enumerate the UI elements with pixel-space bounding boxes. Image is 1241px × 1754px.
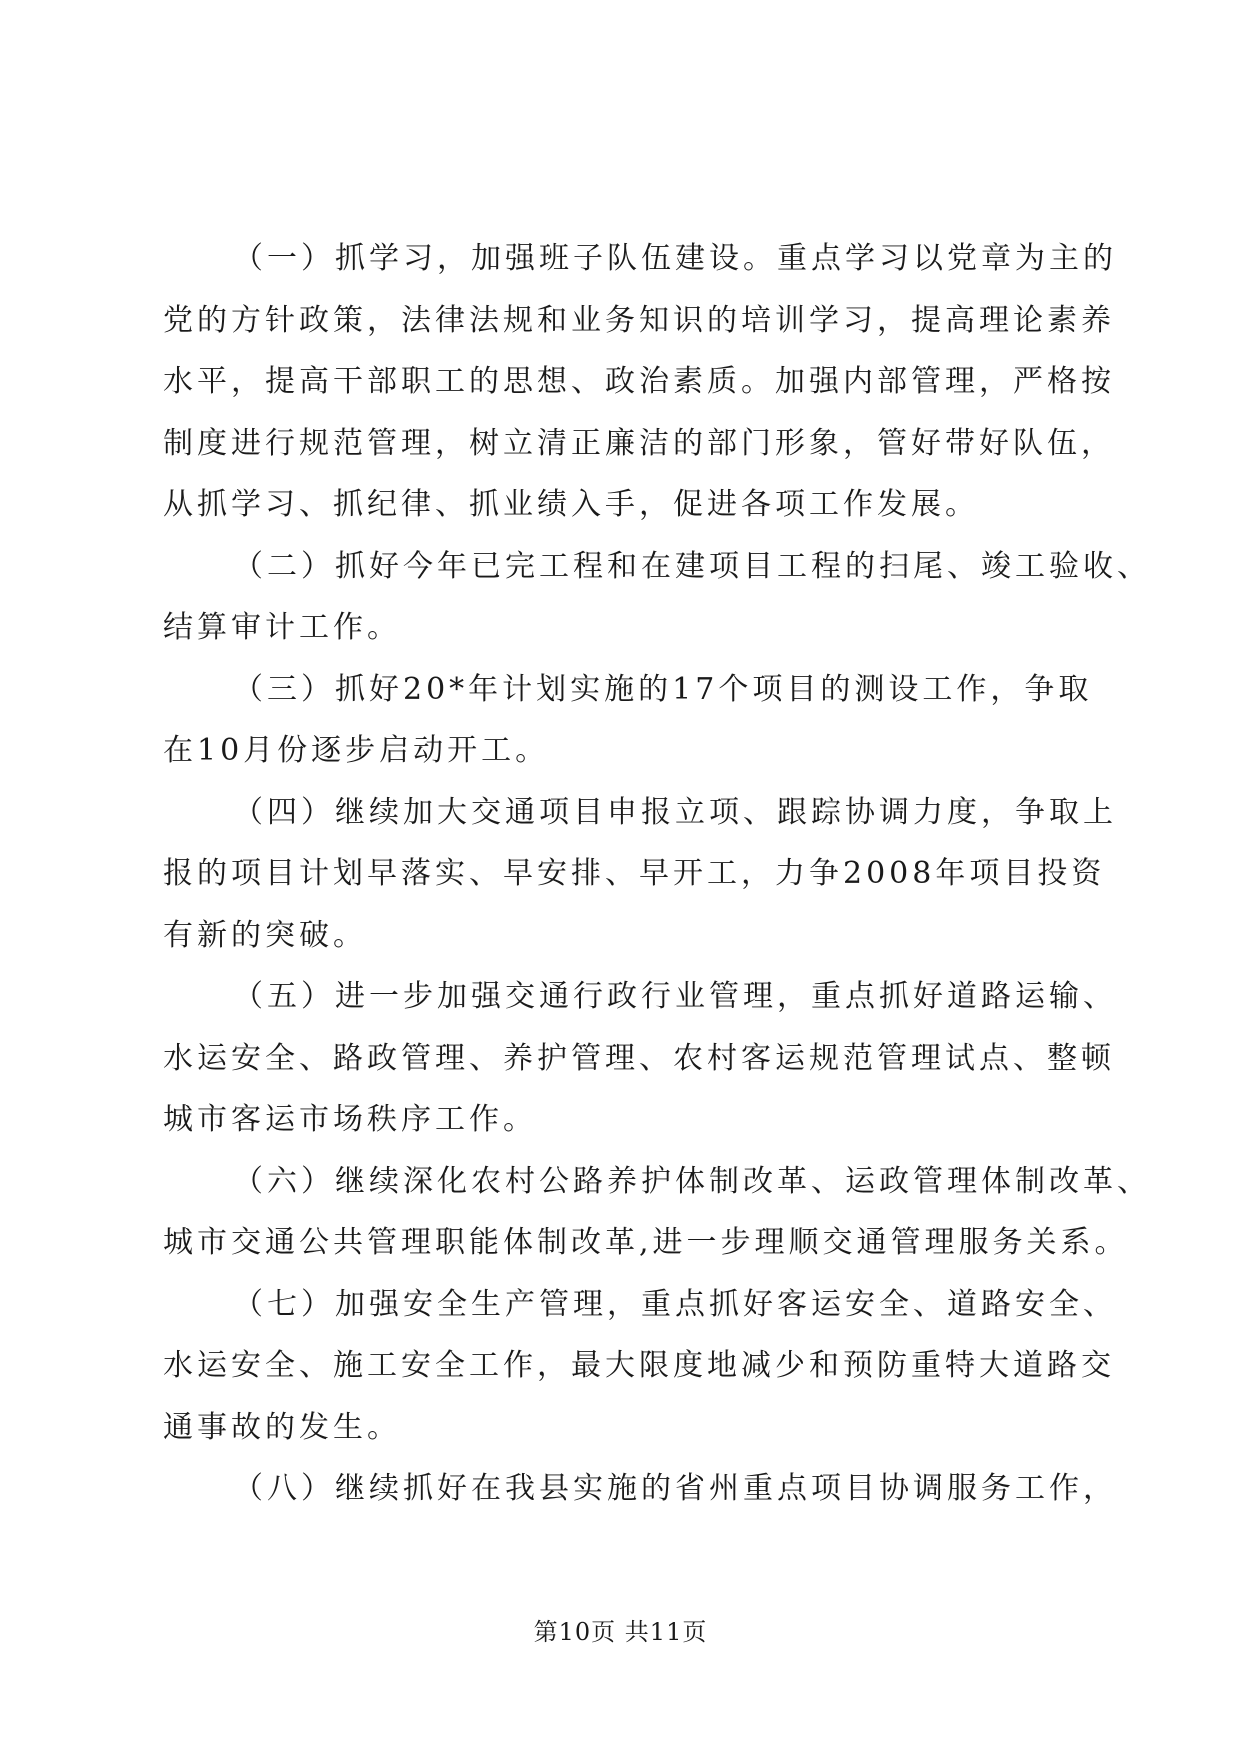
paragraph-line: （二）抓好今年已完工程和在建项目工程的扫尾、竣工验收、 xyxy=(233,548,1151,584)
paragraph-line: 报的项目计划早落实、早安排、早开工，力争2008年项目投资 xyxy=(163,856,1106,891)
paragraph-line: （一）抓学习，加强班子队伍建设。重点学习以党章为主的 xyxy=(233,241,1117,276)
paragraph-line: （八）继续抓好在我县实施的省州重点项目协调服务工作， xyxy=(233,1471,1117,1506)
paragraph-8 xyxy=(163,1458,1117,1520)
paragraph-4 xyxy=(163,782,1117,967)
page-footer: 第10页 共11页 xyxy=(533,1618,708,1646)
paragraph-line: （六）继续深化农村公路养护体制改革、运政管理体制改革、 xyxy=(233,1163,1151,1199)
paragraph-line: 城市交通公共管理职能体制改革,进一步理顺交通管理服务关系。 xyxy=(163,1225,1129,1260)
paragraph-line: 从抓学习、抓纪律、抓业绩入手，促进各项工作发展。 xyxy=(163,487,979,522)
paragraph-line: 在10月份逐步启动开工。 xyxy=(163,733,550,768)
paragraph-line: （三）抓好20*年计划实施的17个项目的测设工作，争取 xyxy=(233,671,1093,707)
paragraph-line: 有新的突破。 xyxy=(163,917,367,953)
paragraph-6 xyxy=(163,1151,1151,1274)
paragraph-line: 结算审计工作。 xyxy=(163,610,401,645)
paragraph-5 xyxy=(163,966,1117,1151)
paragraph-line: 制度进行规范管理，树立清正廉洁的部门形象，管好带好队伍， xyxy=(163,425,1115,461)
paragraph-line: 水运安全、路政管理、养护管理、农村客运规范管理试点、整顿 xyxy=(163,1040,1115,1076)
paragraph-line: （七）加强安全生产管理，重点抓好客运安全、道路安全、 xyxy=(233,1286,1117,1322)
paragraph-7 xyxy=(163,1274,1117,1459)
paragraph-2 xyxy=(163,536,1151,659)
paragraph-3 xyxy=(163,659,1093,782)
paragraph-line: 水平，提高干部职工的思想、政治素质。加强内部管理，严格按 xyxy=(163,364,1115,399)
paragraph-line: （四）继续加大交通项目申报立项、跟踪协调力度，争取上 xyxy=(233,794,1117,830)
document-body xyxy=(163,228,1151,1520)
paragraph-line: 通事故的发生。 xyxy=(163,1409,401,1445)
paragraph-1 xyxy=(163,228,1117,536)
paragraph-line: 党的方针政策，法律法规和业务知识的培训学习，提高理论素养 xyxy=(163,302,1115,338)
paragraph-line: 城市客运市场秩序工作。 xyxy=(163,1102,537,1137)
paragraph-line: 水运安全、施工安全工作，最大限度地减少和预防重特大道路交 xyxy=(163,1348,1115,1383)
paragraph-line: （五）进一步加强交通行政行业管理，重点抓好道路运输、 xyxy=(233,979,1117,1014)
